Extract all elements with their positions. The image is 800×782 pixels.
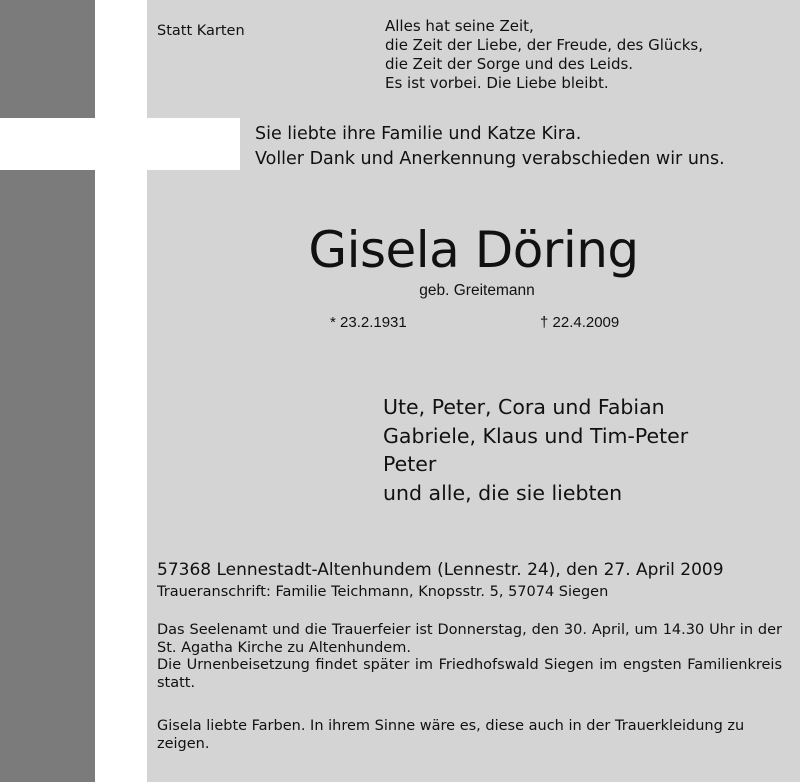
service-details: [157, 622, 782, 692]
service-paragraph: Das Seelenamt und die Trauerfeier ist Donnerstag, den 30. April, um 14.30 Uhr in der St. Agatha Kirche zu Altenhundem.: [157, 622, 782, 656]
maiden-name: geb. Greitemann: [419, 282, 535, 299]
birth-date: * 23.2.1931: [330, 314, 407, 331]
cross-horizontal-beam: [0, 118, 240, 170]
deceased-name: Gisela Döring: [308, 221, 639, 279]
mourners-list: [383, 393, 688, 507]
mourner-line: Peter: [383, 452, 437, 476]
mourner-line: Gabriele, Klaus und Tim-Peter: [383, 423, 689, 448]
poem-line: die Zeit der Liebe, der Freude, des Glücks,: [385, 36, 703, 54]
place-and-date: 57368 Lennestadt-Altenhundem (Lennestr. 24), den 27. April 2009: [157, 560, 724, 580]
colors-note: Gisela liebte Farben. In ihrem Sinne wäre es, diese auch in der Trauerkleidung zu zeigen.: [157, 718, 745, 752]
poem-line: die Zeit der Sorge und des Leids.: [385, 55, 634, 73]
poem: [385, 17, 745, 93]
intro-text: [255, 122, 725, 172]
mourner-line: und alle, die sie liebten: [383, 480, 623, 505]
intro-line: Voller Dank und Anerkennung verabschieden wir uns.: [255, 149, 725, 169]
burial-paragraph: Die Urnenbeisetzung findet später im Friedhofswald Siegen im engsten Familienkreis statt.: [157, 657, 782, 691]
intro-line: Sie liebte ihre Familie und Katze Kira.: [255, 124, 582, 144]
statt-karten-label: Statt Karten: [157, 23, 245, 39]
poem-line: Alles hat seine Zeit,: [385, 17, 534, 35]
mourner-line: Ute, Peter, Cora und Fabian: [383, 395, 665, 419]
poem-line: Es ist vorbei. Die Liebe bleibt.: [385, 74, 609, 92]
mourning-address: Traueranschrift: Familie Teichmann, Knopsstr. 5, 57074 Siegen: [157, 584, 609, 600]
death-date: † 22.4.2009: [540, 314, 620, 331]
